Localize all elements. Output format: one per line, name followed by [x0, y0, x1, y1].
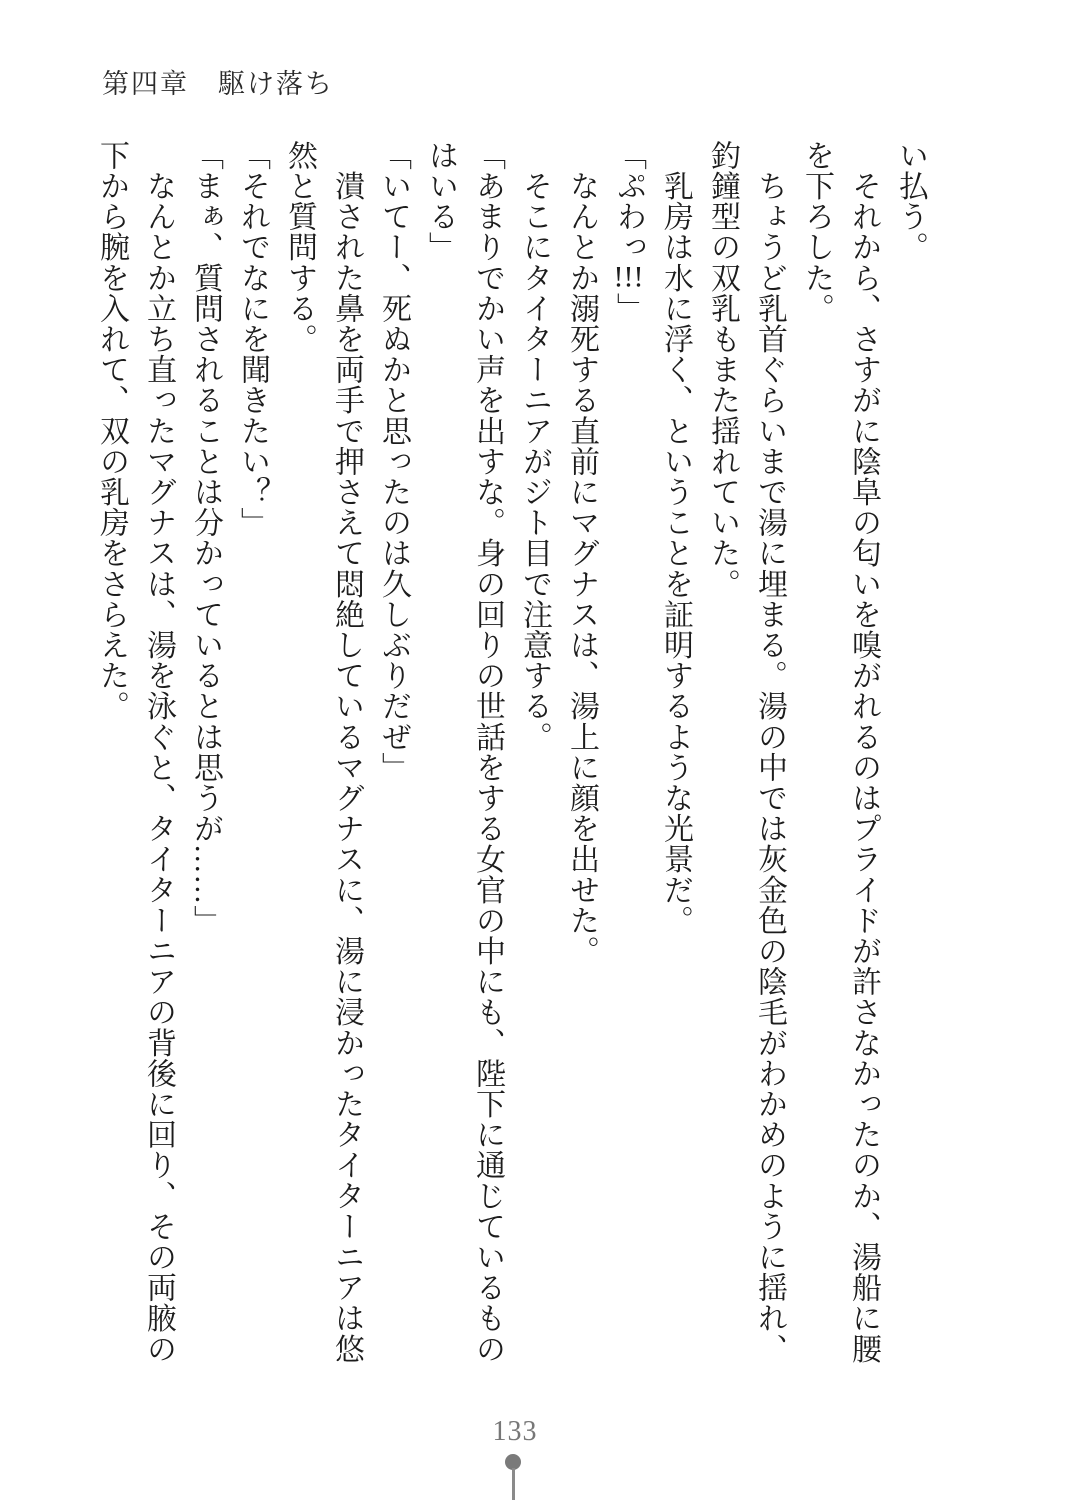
text-line: なんとか立ち直ったマグナスは、湯を泳ぐと、タイターニアの背後に回り、その両腋の [142, 140, 175, 1364]
text-line: ちょうど乳首ぐらいまで湯に埋まる。湯の中では灰金色の陰毛がわかめのように揺れ、 [753, 140, 786, 1364]
text-line: 「あまりでかい声を出すな。身の回りの世話をする女官の中にも、陛下に通じているもの [471, 140, 504, 1364]
text-line: 潰された鼻を両手で押さえて悶絶しているマグナスに、湯に浸かったタイターニアは悠 [330, 140, 363, 1364]
text-line: 「それでなにを聞きたい？」 [236, 140, 269, 538]
text-line: い払う。 [894, 140, 927, 263]
text-line: 然と質問する。 [283, 140, 316, 355]
page-number: 133 [492, 1416, 538, 1447]
text-line: そこにタイターニアがジト目で注意する。 [518, 140, 551, 752]
text-line: 下から腕を入れて、双の乳房をさらえた。 [95, 140, 128, 722]
text-line: を下ろした。 [800, 140, 833, 324]
text-line: 乳房は水に浮く、ということを証明するような光景だ。 [659, 140, 692, 936]
page-marker-line [512, 1468, 515, 1500]
text-line: 釣鐘型の双乳もまた揺れていた。 [706, 140, 739, 599]
text-line: なんとか溺死する直前にマグナスは、湯上に顔を出せた。 [565, 140, 598, 967]
text-line: はいる」 [424, 140, 457, 263]
text-line: 「ぷわっ!!!」 [612, 140, 645, 324]
body-text [88, 140, 934, 1372]
text-line: 「まぁ、質問されることは分かっているとは思うが……」 [189, 140, 222, 936]
chapter-header: 第四章 駆け落ち [102, 69, 334, 99]
text-line: 「いてー、死ぬかと思ったのは久しぶりだぜ」 [377, 140, 410, 783]
text-line: それから、さすがに陰阜の匂いを嗅がれるのはプライドが許さなかったのか、湯船に腰 [847, 140, 880, 1364]
